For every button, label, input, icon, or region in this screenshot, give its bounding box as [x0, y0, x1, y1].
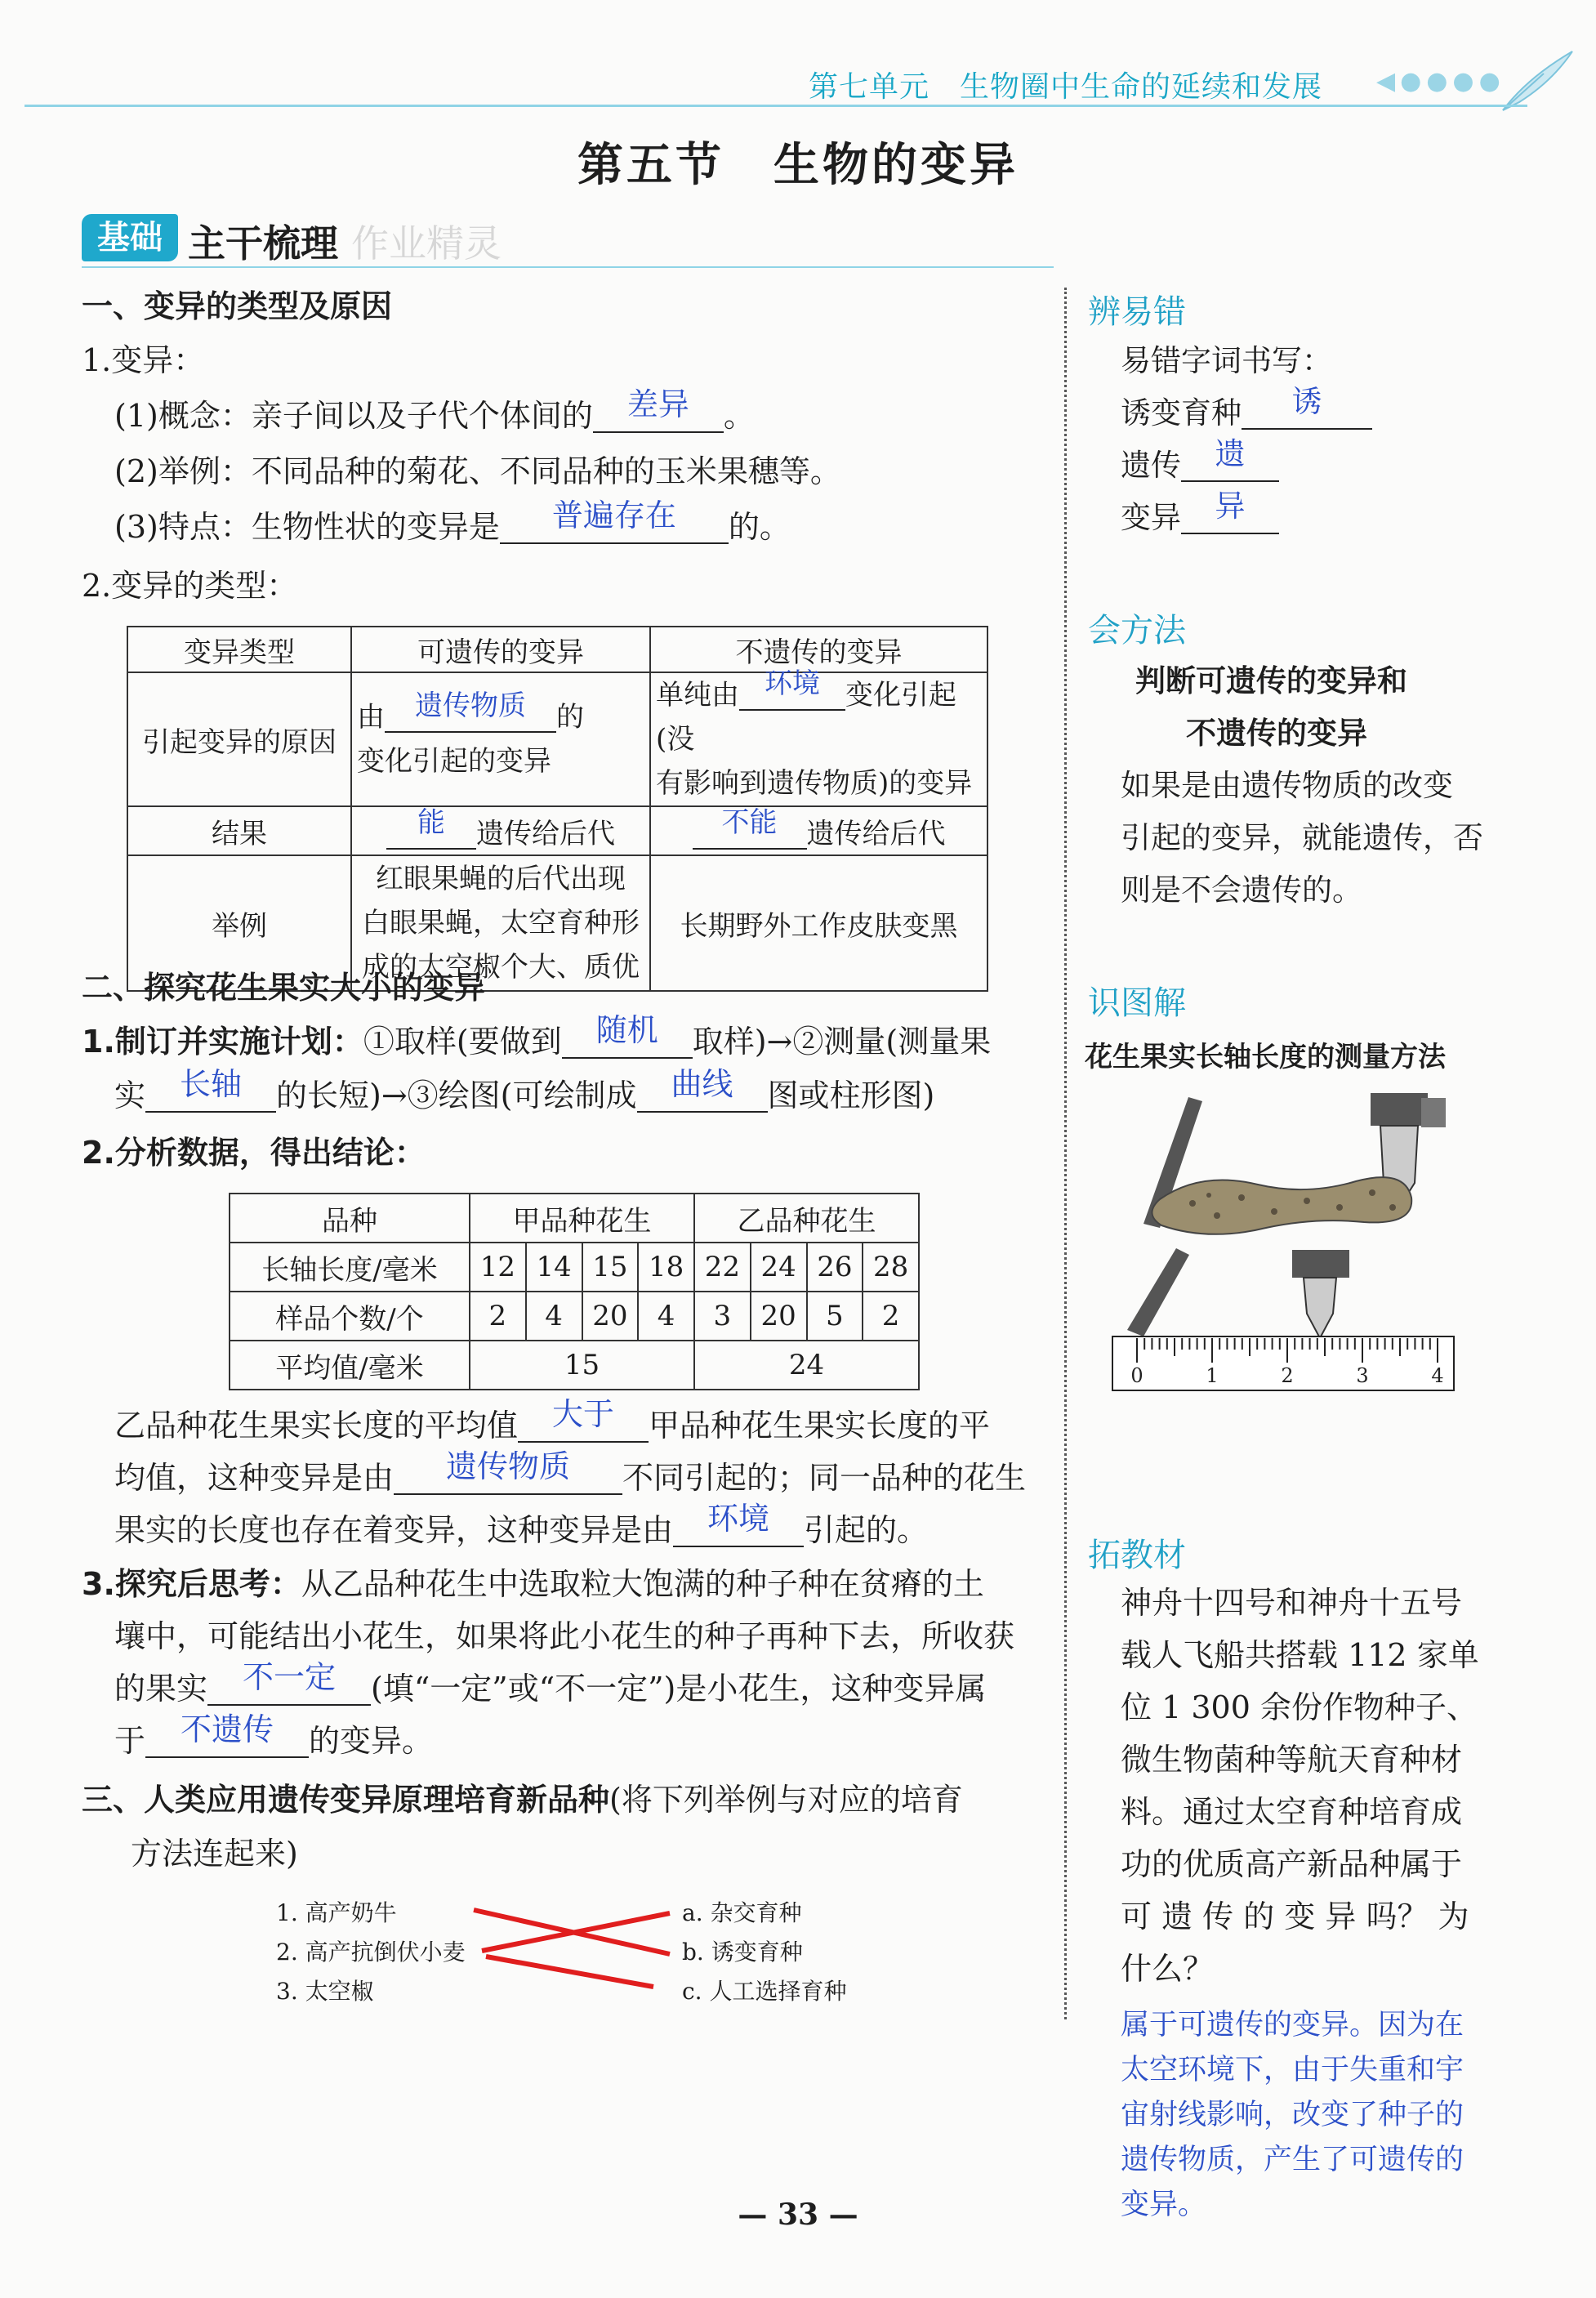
method-title-1: 判断可遗传的变异和	[1135, 663, 1407, 698]
think-line-3: 的果实 不一定 (填“一定”或“不一定”)是小花生，这种变异属	[114, 1659, 987, 1707]
page-number: — 33 —	[738, 2198, 858, 2232]
section-title: 主干梳理	[188, 221, 338, 265]
extension-answer: 属于可遗传的变异。因为在 太空环境下，由于失重和宇 宙射线影响，改变了种子的 遗传物质，产生了可遗传的 变异。	[1121, 2009, 1464, 2221]
match-line-1-c-hint	[486, 1957, 653, 1987]
ruler-label-3: 3	[1356, 1364, 1369, 1387]
answer-chayi: 差异	[626, 386, 689, 422]
concept-line: (1)概念：亲子间以及子代个体间的 差异 。	[114, 386, 755, 434]
sidebar-heading-method: 会方法	[1088, 612, 1186, 649]
analysis-label: 2.分析数据，得出结论：	[82, 1135, 426, 1171]
row-example-label: 举例	[127, 855, 351, 991]
plan-line-1: 1.制订并实施计划：①取样(要做到 随机 取样)→②测量(测量果	[82, 1012, 992, 1060]
answer-changzhou: 长轴	[180, 1066, 243, 1102]
section-badge: 基础	[82, 214, 178, 261]
heading-breeding: 三、人类应用遗传变异原理培育新品种	[82, 1782, 610, 1818]
q2-label: 2.变异的类型：	[82, 568, 298, 604]
figure-title: 花生果实长轴长度的测量方法	[1085, 1041, 1446, 1073]
answer-neng: 能	[417, 805, 445, 839]
variation-type-table: 变异类型 可遗传的变异 不遗传的变异 引起变异的原因 由 遗传物质 的 变化引起的变异 单纯由 环境 变化引起(没 有影响到遗传物质)的变异 结果 能 遗传给后代 不能 遗传给后代 举例 红眼果蝇的后代出现 白眼果蝇，太空育种形 成的太空椒个大、质优 长期野外工作皮肤变黑	[127, 626, 988, 992]
match-right-a: a. 杂交育种	[682, 1899, 802, 1926]
answer-yichuanwuzhi-2: 遗传物质	[446, 1448, 571, 1484]
answer-dayu: 大于	[552, 1396, 615, 1432]
think-line-2: 壤中，可能结出小花生，如果将此小花生的种子再种下去，所收获	[114, 1618, 1015, 1654]
answer-yichuanwuzhi: 遗传物质	[415, 689, 526, 722]
match-left-2: 2. 高产抗倒伏小麦	[276, 1939, 466, 1966]
sidebar-heading-extension: 拓教材	[1088, 1537, 1186, 1574]
sidebar-heading-errors: 辨易错	[1088, 293, 1186, 331]
matching-lines	[457, 1895, 678, 1993]
plan-line-2: 实 长轴 的长短)→③绘图(可绘制成 曲线 图或柱形图)	[114, 1066, 935, 1113]
feather-icon	[1495, 45, 1576, 118]
matching-right-list	[682, 1894, 846, 2011]
row-result-label: 结果	[127, 806, 351, 855]
sidebar-heading-figure: 识图解	[1088, 984, 1186, 1022]
example-line: (2)举例：不同品种的菊花、不同品种的玉米果穗等。	[114, 453, 841, 489]
example-nonheritable: 长期野外工作皮肤变黑	[650, 855, 987, 991]
chapter-label: 生物圈中生命的延续和发展	[960, 70, 1323, 104]
breeding-note: 方法连起来)	[131, 1836, 298, 1872]
ruler-label-4: 4	[1431, 1364, 1444, 1387]
header-rule	[25, 105, 1527, 107]
header-dots-decoration: ◀●●●●	[1376, 67, 1505, 96]
heading-peanut-experiment: 二、探究花生果实大小的变异	[82, 970, 486, 1006]
answer-quxian: 曲线	[671, 1066, 733, 1102]
page-title: 第五节 生物的变异	[577, 138, 1019, 192]
error-intro: 易错字词书写：	[1121, 343, 1332, 378]
think-line-1: 3.探究后思考：从乙品种花生中选取粒大饱满的种子种在贫瘠的土	[82, 1566, 984, 1602]
method-title-2: 不遗传的变异	[1186, 716, 1367, 751]
conclusion-line-2: 均值，这种变异是由 遗传物质 不同引起的；同一品种的花生	[114, 1448, 1027, 1496]
match-left-3: 3. 太空椒	[276, 1978, 374, 2005]
peanut-data-table: 品种 甲品种花生 乙品种花生 长轴长度/毫米 12 14 15 18 22 24 26 28 样品个数/个 2 4 20 4 3 20 5 2 平均值/毫米 15 24	[229, 1193, 920, 1390]
answer-huanjing-table: 环境	[765, 667, 820, 700]
answer-suiji: 随机	[595, 1012, 658, 1048]
unit-header	[809, 64, 1322, 105]
error-word-3: 变异 异	[1121, 492, 1279, 544]
ruler-label-0: 0	[1130, 1364, 1144, 1387]
matching-left-list	[276, 1894, 466, 2011]
answer-buyiding: 不一定	[243, 1659, 337, 1695]
answer-huanjing: 环境	[707, 1501, 770, 1537]
sidebar-divider	[1064, 288, 1067, 2019]
q1-label: 1.变异：	[82, 342, 205, 378]
row-cause-label: 引起变异的原因	[127, 672, 351, 806]
answer-buyichuan: 不遗传	[181, 1711, 274, 1747]
extension-question: 神舟十四号和神舟十五号 载人飞船共搭载 112 家单 位 1 300 余份作物种子、 微生物菌种等航天育种材 料。通过太空育种培育成 功的优质高产新品种属于 可 遗 传 的 变 异 吗？ 为 什么？	[1121, 1585, 1479, 1987]
heading-variation-types: 一、变异的类型及原因	[82, 288, 393, 324]
answer-pubiancunzai: 普遍存在	[551, 498, 676, 533]
conclusion-line-3: 果实的长度也存在着变异，这种变异是由 环境 引起的。	[114, 1501, 929, 1548]
conclusion-line-1: 乙品种花生果实长度的平均值 大于 甲品种花生果实长度的平	[114, 1396, 991, 1444]
feature-line: (3)特点：生物性状的变异是 普遍存在 的。	[114, 498, 791, 545]
think-line-4: 于 不遗传 的变异。	[114, 1711, 434, 1759]
th-nonheritable: 不遗传的变异	[650, 627, 987, 672]
section-rule	[82, 266, 1054, 268]
peanut-measurement-figure	[1111, 1093, 1487, 1395]
match-right-b: b. 诱变育种	[682, 1939, 803, 1966]
ruler-label-2: 2	[1281, 1364, 1294, 1387]
answer-buneng: 不能	[721, 805, 778, 839]
error-word-2: 遗传 遗	[1121, 440, 1279, 492]
match-left-1: 1. 高产奶牛	[276, 1899, 397, 1926]
th-heritable: 可遗传的变异	[351, 627, 650, 672]
method-body: 如果是由遗传物质的改变 引起的变异，就能遗传，否 则是不会遗传的。	[1121, 768, 1483, 908]
breeding-heading-line: 三、人类应用遗传变异原理培育新品种(将下列举例与对应的培育	[82, 1782, 963, 1818]
error-word-1: 诱变育种 诱	[1121, 387, 1372, 440]
unit-label: 第七单元	[809, 70, 930, 104]
ruler-label-1: 1	[1206, 1364, 1219, 1387]
th-type: 变异类型	[127, 627, 351, 672]
match-right-c: c. 人工选择育种	[682, 1978, 847, 2005]
watermark-text: 作业精灵	[351, 221, 502, 265]
